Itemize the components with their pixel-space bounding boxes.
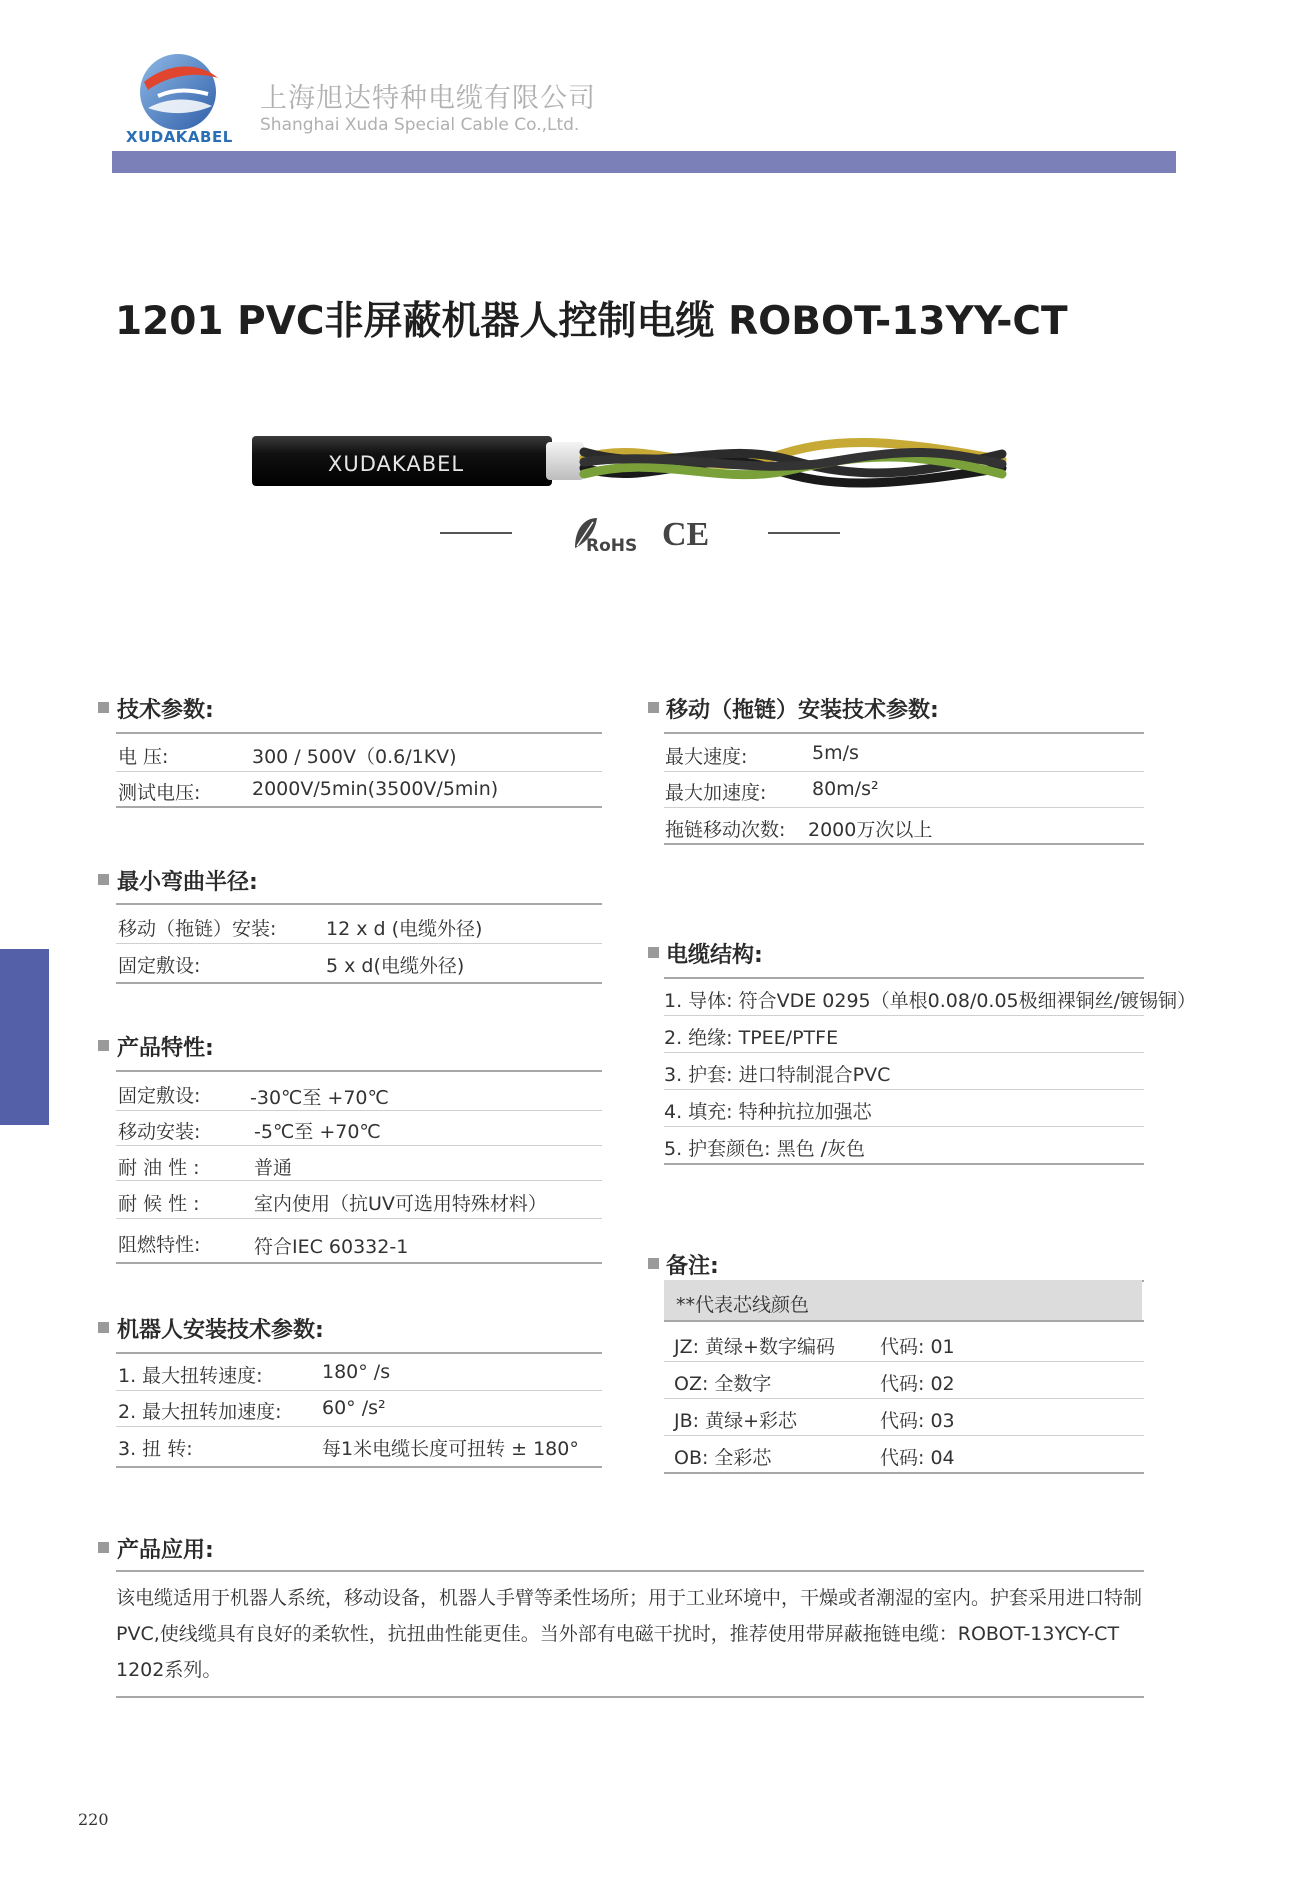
row-divider [116,1110,602,1111]
section-rule [116,1352,602,1354]
section-title-props: 产品特性: [117,1036,214,1061]
section-rule [116,1466,602,1468]
page-number: 220 [78,1810,109,1829]
props-label: 阻燃特性: [118,1234,201,1256]
bullet-square [648,1258,659,1269]
notes-color-label: JB: 黄绿+彩芯 [674,1410,797,1432]
props-label: 耐 油 性 : [118,1157,200,1179]
section-title-robot: 机器人安装技术参数: [117,1318,324,1343]
section-title-tech: 技术参数: [117,698,214,723]
structure-item: 5. 护套颜色: 黑色 /灰色 [664,1138,866,1160]
props-value: -5℃至 +70℃ [254,1121,381,1143]
notes-color-label: JZ: 黄绿+数字编码 [674,1336,835,1358]
row-divider [116,1180,602,1181]
tech-label: 测试电压: [118,782,201,804]
bullet-square [98,702,109,713]
section-rule [664,977,1144,979]
mobile-label: 拖链移动次数: [665,819,786,841]
bend-value: 5 x d(电缆外径) [326,955,465,977]
section-title-structure: 电缆结构: [666,943,763,968]
bullet-square [98,1040,109,1051]
side-tab [0,949,49,1125]
row-divider [664,1361,1144,1362]
robot-value: 180° /s [322,1361,391,1383]
row-divider [116,1145,602,1146]
section-rule [664,843,1144,845]
ce-mark: CE [662,516,710,553]
section-rule [116,732,602,734]
mobile-value: 5m/s [812,742,859,764]
section-title-bend: 最小弯曲半径: [117,870,258,895]
row-divider [116,1426,602,1427]
section-title-mobile: 移动（拖链）安装技术参数: [666,698,939,723]
row-divider [664,1052,1144,1053]
structure-item: 3. 护套: 进口特制混合PVC [664,1064,891,1086]
row-divider [664,771,1144,772]
robot-label: 1. 最大扭转速度: [118,1365,263,1387]
mobile-label: 最大速度: [665,746,748,768]
tech-value: 300 / 500V（0.6/1KV) [252,746,457,768]
divider-right [768,532,840,534]
row-divider [664,1015,1144,1016]
bend-label: 固定敷设: [118,955,201,977]
application-text: 该电缆适用于机器人系统，移动设备，机器人手臂等柔性场所；用于工业环境中，干燥或者潮湿的室内。护套采用进口特制PVC,使线缆具有良好的柔软性，抗扭曲性能更佳。当外部有电磁干扰时，推荐使用带屏蔽拖链电缆：ROBOT-13YCY-CT 1202系列。 [116,1587,1143,1681]
row-divider [664,1398,1144,1399]
brand-name: XUDAKABEL [126,128,233,146]
product-title: 1201 PVC非屏蔽机器人控制电缆 ROBOT-13YY-CT [115,299,1068,344]
robot-value: 每1米电缆长度可扭转 ± 180° [322,1438,579,1460]
section-rule [664,1472,1144,1474]
props-value: -30℃至 +70℃ [250,1087,389,1109]
header-bar [112,151,1176,173]
props-label: 耐 候 性 : [118,1193,200,1215]
props-value: 室内使用（抗UV可选用特殊材料） [254,1193,547,1215]
bullet-square [648,947,659,958]
notes-color-code: 代码: 03 [880,1410,955,1432]
notes-header-text: **代表芯线颜色 [676,1294,810,1316]
mobile-value: 80m/s² [812,778,879,800]
section-rule [116,903,602,905]
section-rule [664,732,1144,734]
bullet-square [98,874,109,885]
notes-color-code: 代码: 01 [880,1336,955,1358]
section-title-notes: 备注: [666,1254,719,1279]
section-rule [664,1163,1144,1165]
props-label: 固定敷设: [118,1085,201,1107]
row-divider [664,1435,1144,1436]
bend-value: 12 x d (电缆外径) [326,918,483,940]
cable-print-label: XUDAKABEL [328,452,465,476]
props-value: 普通 [254,1157,293,1179]
robot-label: 3. 扭 转: [118,1438,193,1460]
props-value: 符合IEC 60332-1 [254,1236,409,1258]
section-rule [116,806,602,808]
notes-color-code: 代码: 02 [880,1373,955,1395]
bullet-square [648,702,659,713]
row-divider [116,1218,602,1219]
structure-item: 1. 导体: 符合VDE 0295（单根0.08/0.05极细裸铜丝/镀锡铜） [664,990,1197,1012]
props-label: 移动安装: [118,1121,201,1143]
structure-item: 4. 填充: 特种抗拉加强芯 [664,1101,872,1123]
section-rule [664,1320,1144,1322]
section-rule [116,1570,1144,1572]
notes-color-code: 代码: 04 [880,1447,955,1469]
row-divider [116,943,602,944]
row-divider [664,807,1144,808]
row-divider [116,1390,602,1391]
row-divider [664,1126,1144,1127]
row-divider [116,771,602,772]
mobile-label: 最大加速度: [665,782,767,804]
section-rule [116,1070,602,1072]
notes-color-label: OB: 全彩芯 [674,1447,772,1469]
company-name-en: Shanghai Xuda Special Cable Co.,Ltd. [260,115,580,135]
section-rule [116,1262,602,1264]
robot-value: 60° /s² [322,1397,386,1419]
notes-color-label: OZ: 全数字 [674,1373,772,1395]
mobile-value: 2000万次以上 [808,819,933,841]
section-rule [116,982,602,984]
tech-value: 2000V/5min(3500V/5min) [252,778,499,800]
section-rule [116,1696,1144,1698]
bullet-square [98,1322,109,1333]
section-title-application: 产品应用: [117,1538,214,1563]
bend-label: 移动（拖链）安装: [118,918,277,940]
tech-label: 电 压: [118,746,169,768]
rohs-mark: RoHS [586,536,638,556]
company-name-cn: 上海旭达特种电缆有限公司 [260,83,596,114]
bullet-square [98,1542,109,1553]
row-divider [664,1089,1144,1090]
structure-item: 2. 绝缘: TPEE/PTFE [664,1027,839,1049]
divider-left [440,532,512,534]
robot-label: 2. 最大扭转加速度: [118,1401,282,1423]
